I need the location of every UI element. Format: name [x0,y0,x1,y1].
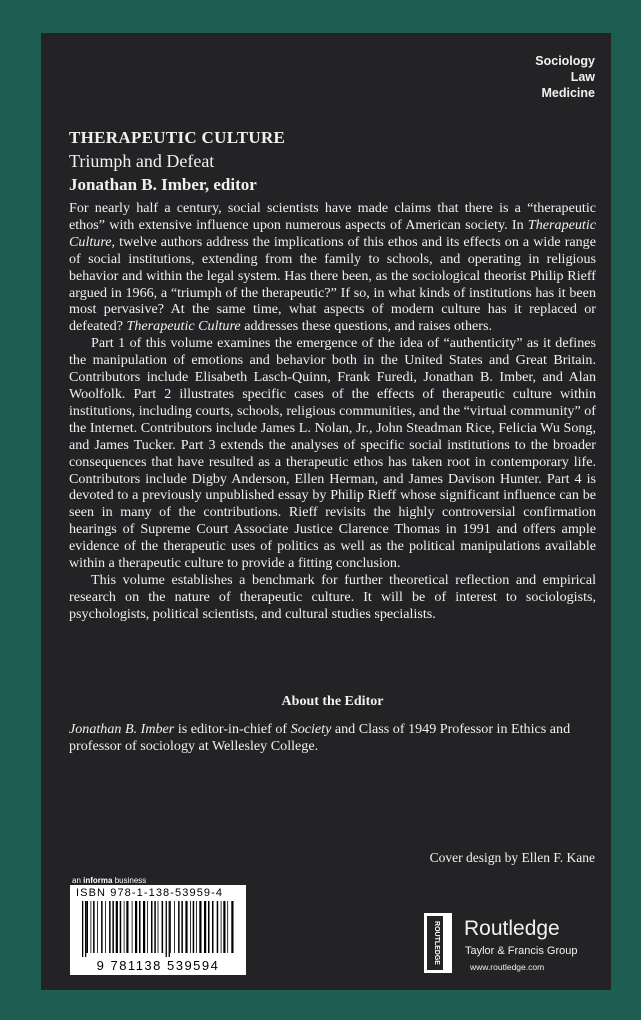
barcode-bar [112,901,114,953]
barcode-bar [109,901,111,953]
back-cover-panel [41,33,611,990]
barcode-bar [120,901,122,953]
book-editor: Jonathan B. Imber, editor [69,175,257,194]
barcode [70,885,246,975]
barcode-bar [116,901,118,953]
barcode-bar [185,901,187,953]
about-editor-heading: About the Editor [281,694,384,709]
book-title: THERAPEUTIC CULTURE [69,128,286,147]
barcode-bar [162,901,164,953]
barcode-bar [196,901,197,953]
routledge-emblem-text: ROUTLEDGE [433,921,440,965]
description [69,200,596,623]
about-editor-text: Jonathan B. Imber is editor-in-chief of Society and Class of 1949 Professor in Ethics and professor of sociology at Wellesley College. [69,721,571,754]
barcode-guard-bar [85,901,86,957]
barcode-bar [101,901,103,953]
barcode-bar [151,901,153,953]
publisher-url: www.routledge.com [470,962,545,972]
barcode-bar [170,901,171,953]
routledge-emblem-icon [418,911,458,975]
barcode-bar [105,901,106,953]
barcode-bar [217,901,219,953]
barcode-bar [154,901,156,953]
publisher-name: Routledge [464,917,560,940]
description-paragraph-1: For nearly half a century, social scientists have made claims that there is a “therapeutic ethos” with extensive influence upon numerous aspects of American society. In Therapeutic Culture, twelve authors address the implications of this ethos and its effects on a wide range of social institutions, extending from the family to schools, and operating in religious behavior and within the legal system. Has there been, as the sociological theorist Philip Rieff argued in 1966, a “triumph of the therapeutic?” If so, in what kinds of institutions has it been most pervasive? At the same time, what aspects of modern culture has it replaced or defeated? Therapeutic Culture addresses these questions, and raises others. [69,200,596,335]
barcode-bar [174,901,175,953]
subject-law: Law [570,70,595,84]
barcode-bar [158,901,159,953]
barcode-bar [223,901,225,953]
barcode-guard-bar [166,901,167,957]
publisher-group: Taylor & Francis Group [465,945,578,957]
barcode-bar [212,901,214,953]
barcode-bar [181,901,183,953]
cover-design-credit: Cover design by Ellen F. Kane [429,850,595,865]
subject-categories [535,53,595,101]
barcode-guard-bar [82,901,83,957]
informa-business-tag: an informa business [72,876,147,885]
barcode-bar [124,901,125,953]
barcode-bar [143,901,145,953]
barcode-bar [227,901,228,953]
description-paragraph-3: This volume establishes a benchmark for further theoretical reflection and empirical research on the nature of therapeutic culture. It will be of interest to sociologists, psychologists, political scientists, and cultural studies specialists. [69,571,596,622]
barcode-bar [231,901,233,953]
barcode-bars [80,901,236,957]
subject-sociology: Sociology [535,54,595,68]
barcode-guard-bar [169,901,170,957]
description-paragraph-2: Part 1 of this volume examines the emergence of the idea of “authenticity” as it defines the manipulation of emotions and behavior both in the United States and Great Britain. Contributors include Elisabeth Lasch-Quinn, Frank Furedi, Jonathan B. Imber, and Alan Woolfolk. Part 2 illustrates specific cases of the effects of therapeutic culture within institutions, including courts, schools, religious communities, and the “virtual community” of the Internet. Contributors include James L. Nolan, Jr., John Steadman Rice, Felicia Wu Song, and James Tucker. Part 3 extends the analyses of specific social institutions to the broader consequences that have resulted as a therapeutic ethos has taken root in contemporary life. Contributors include Digby Anderson, Ellen Herman, and James Davison Hunter. Part 4 is devoted to a previously unpublished essay by Philip Rieff whose significant influence can be seen in many of the contributions. Rieff revisits the highly controversial confirmation hearings of Supreme Court Associate Justice Clarence Thomas in 1991 and offers ample evidence of the therapeutic uses of politics as well as the political manipulations available within a therapeutic culture to provide a fitting conclusion. [69,335,596,572]
barcode-bar [199,901,201,953]
barcode-bar [193,901,195,953]
barcode-bar [221,901,222,953]
barcode-bar [139,901,141,953]
barcode-bar [190,901,191,953]
barcode-bar [147,901,148,953]
subject-medicine: Medicine [541,86,595,100]
publisher-logo [418,911,603,975]
book-subtitle: Triumph and Defeat [69,151,215,171]
barcode-bar [126,901,128,953]
barcode-bar [91,901,92,953]
barcode-bar [135,901,137,953]
barcode-bar [178,901,180,953]
barcode-bar [93,901,95,953]
barcode-bar [87,901,89,953]
ean-number: 9 781138 539594 [96,958,220,973]
barcode-bar [97,901,98,953]
isbn-number: ISBN 978-1-138-53959-4 [76,887,224,899]
barcode-bar [132,901,133,953]
barcode-bar [204,901,206,953]
barcode-bar [208,901,210,953]
